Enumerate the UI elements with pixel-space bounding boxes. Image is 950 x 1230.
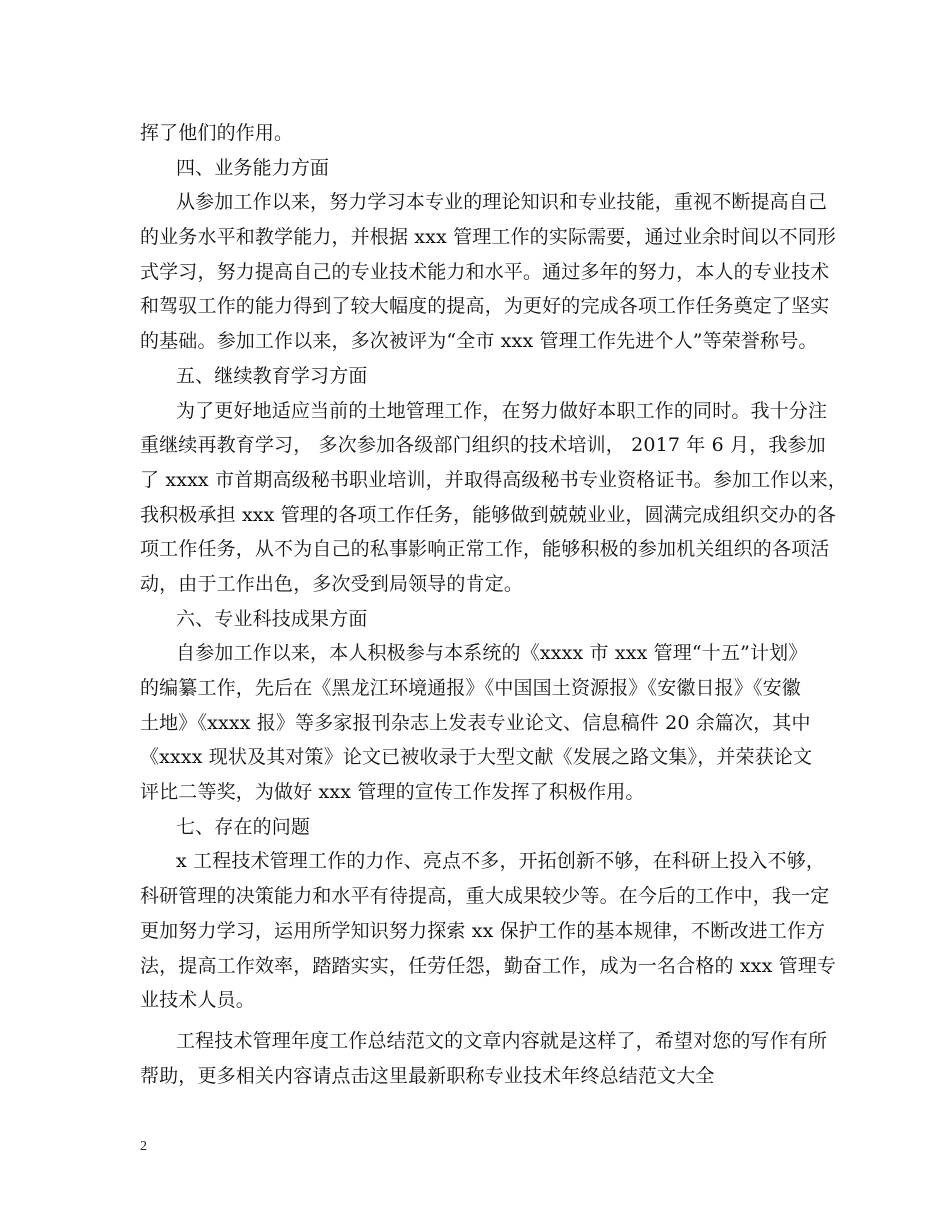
closing-paragraph-line: 帮助，更多相关内容请点击这里最新职称专业技术年终总结范文大全	[140, 1064, 715, 1087]
paragraph-line: 项工作任务，从不为自己的私事影响正常工作，能够积极的参加机关组织的各项活	[140, 538, 830, 561]
document-body	[140, 116, 847, 1093]
page-number: 2	[140, 1139, 147, 1154]
section-heading: 四、业务能力方面	[176, 156, 330, 179]
paragraph-line: 科研管理的决策能力和水平有待提高，重大成果较少等。在今后的工作中，我一定	[140, 885, 830, 908]
paragraph-line: 业技术人员。	[140, 989, 255, 1012]
section-heading: 七、存在的问题	[176, 815, 311, 838]
paragraph-line: 的编纂工作，先后在《黑龙江环境通报》《中国国土资源报》《安徽日报》《安徽	[140, 677, 801, 699]
paragraph-line: 挥了他们的作用。	[140, 122, 294, 144]
paragraph-line: 自参加工作以来，本人积极参与本系统的《xxxx 市 xxx 管理“十五”计划》	[176, 642, 808, 665]
section-heading: 六、专业科技成果方面	[176, 607, 368, 630]
paragraph-line: 的基础。参加工作以来，多次被评为“全市 xxx 管理工作先进个人”等荣誉称号。	[140, 330, 818, 353]
paragraph-line: 法，提高工作效率，踏踏实实，任劳任怨，勤奋工作，成为一名合格的 xxx 管理专	[140, 954, 837, 977]
paragraph-line: 的业务水平和教学能力，并根据 xxx 管理工作的实际需要，通过业余时间以不同形	[140, 226, 837, 249]
paragraph-line: x 工程技术管理工作的力作、亮点不多，开拓创新不够，在科研上投入不够，	[176, 850, 826, 873]
section-heading: 五、继续教育学习方面	[176, 364, 368, 387]
paragraph-line: 评比二等奖，为做好 xxx 管理的宣传工作发挥了积极作用。	[140, 781, 645, 804]
paragraph-line: 式学习，努力提高自己的专业技术能力和水平。通过多年的努力，本人的专业技术	[140, 260, 830, 283]
paragraph-line: 我积极承担 xxx 管理的各项工作任务，能够做到兢兢业业，圆满完成组织交办的各	[140, 503, 837, 526]
paragraph-line: 动，由于工作出色，多次受到局领导的肯定。	[140, 572, 524, 595]
paragraph-line: 土地》《xxxx 报》等多家报刊杂志上发表专业论文、信息稿件 20 余篇次，其中	[140, 711, 811, 734]
paragraph-line: 更加努力学习，运用所学知识努力探索 xx 保护工作的基本规律，不断改进工作方	[140, 919, 826, 942]
paragraph-line: 重继续再教育学习， 多次参加各级部门组织的技术培训， 2017 年 6 月，我参加	[140, 434, 826, 457]
paragraph-line: 《xxxx 现状及其对策》论文已被收录于大型文献《发展之路文集》，并荣获论文	[140, 746, 813, 769]
closing-paragraph-line: 工程技术管理年度工作总结范文的文章内容就是这样了，希望对您的写作有所	[176, 1029, 828, 1052]
paragraph-line: 为了更好地适应当前的土地管理工作，在努力做好本职工作的同时。我十分注	[176, 399, 828, 422]
paragraph-line: 从参加工作以来，努力学习本专业的理论知识和专业技能，重视不断提高自己	[176, 191, 828, 214]
paragraph-line: 和驾驭工作的能力得到了较大幅度的提高，为更好的完成各项工作任务奠定了坚实	[140, 295, 830, 318]
paragraph-line: 了 xxxx 市首期高级秘书职业培训，并取得高级秘书专业资格证书。参加工作以来，	[140, 468, 847, 491]
